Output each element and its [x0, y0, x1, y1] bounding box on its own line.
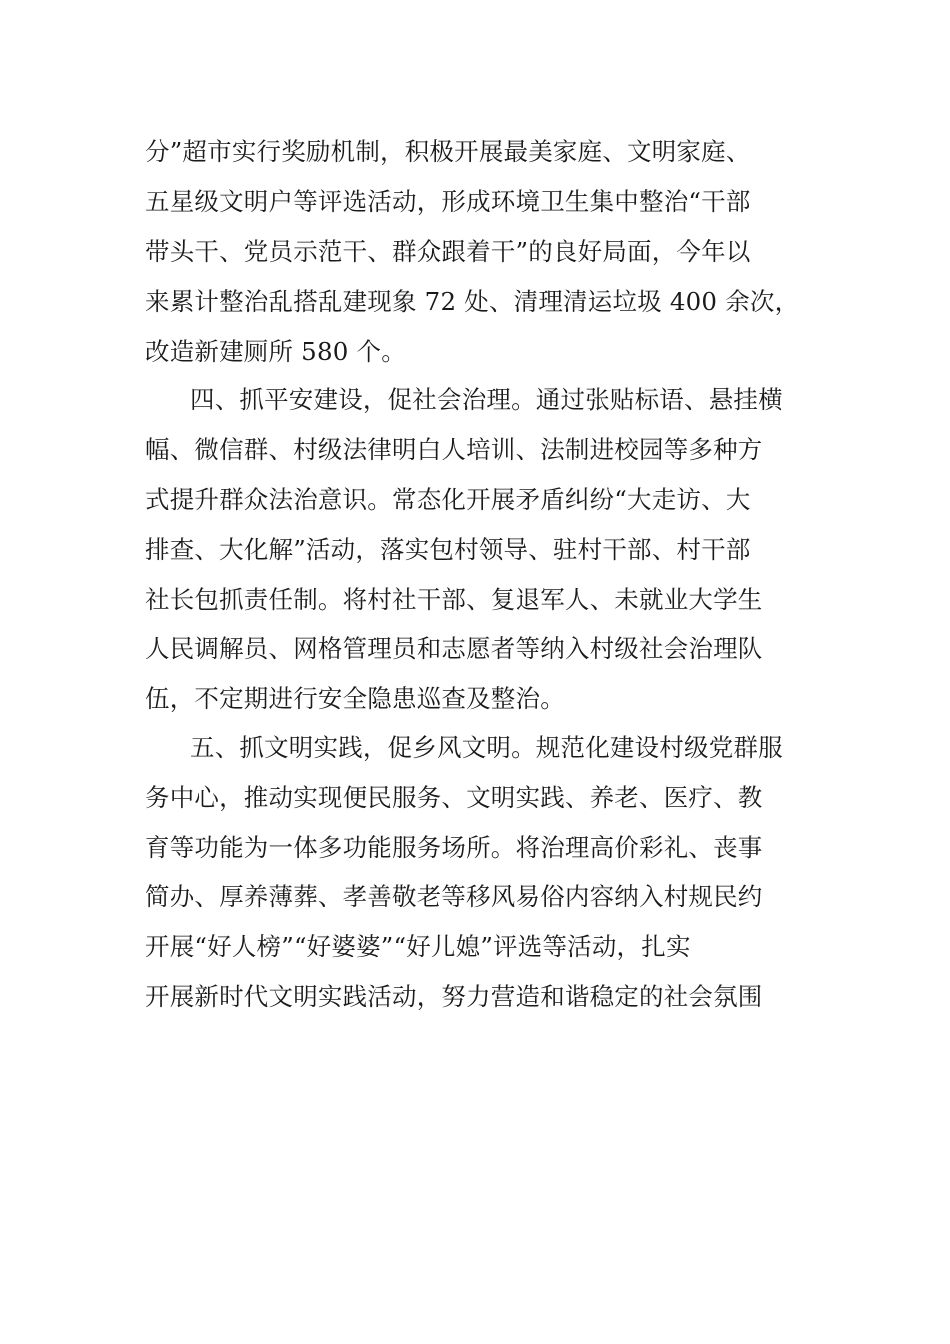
- text-line: 来累计整治乱搭乱建现象 72 处、清理清运垃圾 400 余次，: [145, 287, 800, 316]
- text-line: 改造新建厕所 580 个。: [145, 337, 406, 366]
- paragraph-heading-line: 四、抓平安建设，促社会治理。通过张贴标语、悬挂横: [190, 385, 783, 414]
- text-line: 简办、厚养薄葬、孝善敬老等移风易俗内容纳入村规民约: [145, 882, 763, 911]
- text-line: 带头干、党员示范干、群众跟着干”的良好局面，今年以: [145, 237, 751, 266]
- text-line: 五星级文明户等评选活动，形成环境卫生集中整治“干部: [145, 187, 751, 216]
- text-line: 分”超市实行奖励机制，积极开展最美家庭、文明家庭、: [145, 137, 751, 166]
- text-line: 育等功能为一体多功能服务场所。将治理高价彩礼、丧事: [145, 833, 763, 862]
- paragraph-heading-line: 五、抓文明实践，促乡风文明。规范化建设村级党群服: [190, 733, 783, 762]
- text-line: 社长包抓责任制。将村社干部、复退军人、未就业大学生: [145, 585, 763, 614]
- text-line: 排查、大化解”活动，落实包村领导、驻村干部、村干部: [145, 535, 751, 564]
- text-line: 务中心，推动实现便民服务、文明实践、养老、医疗、教: [145, 783, 763, 812]
- text-line: 式提升群众法治意识。常态化开展矛盾纠纷“大走访、大: [145, 485, 751, 514]
- text-line: 幅、微信群、村级法律明白人培训、法制进校园等多种方: [145, 435, 763, 464]
- text-line: 人民调解员、网格管理员和志愿者等纳入村级社会治理队: [145, 634, 763, 663]
- text-line: 伍，不定期进行安全隐患巡查及整治。: [145, 684, 565, 713]
- text-line: 开展新时代文明实践活动，努力营造和谐稳定的社会氛围: [145, 982, 763, 1011]
- text-line: 开展“好人榜”“好婆婆”“好儿媳”评选等活动，扎实: [145, 932, 691, 961]
